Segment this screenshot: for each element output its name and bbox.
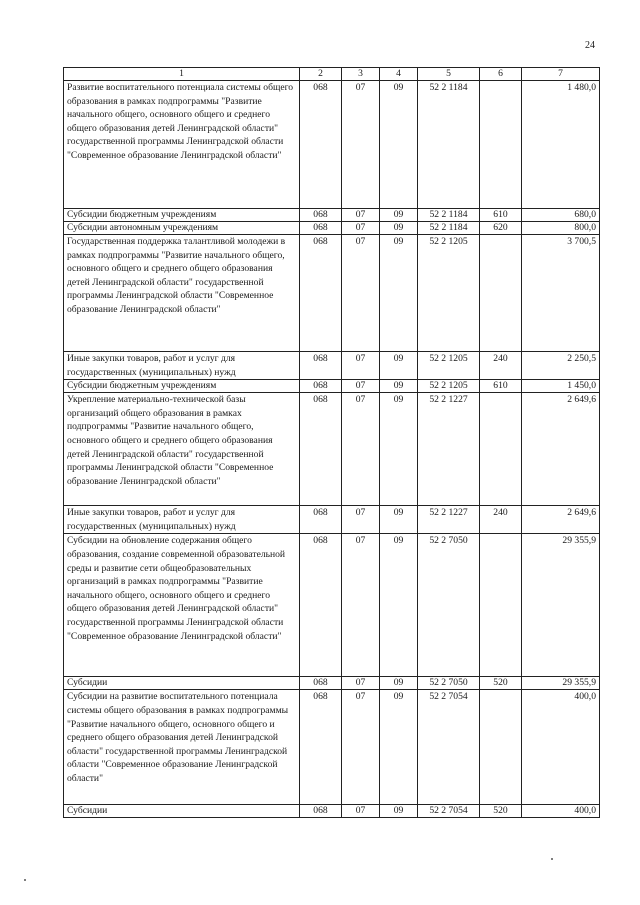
row-name: Субсидии на обновление содержания общего образования, создание современной образовательной среды и развитие сети общеобразовательных организаций в рамках подпрограммы "Развитие начального общего, основного общего и среднего общего образования детей Ленинградской области" государственной программы Ленинградской области "Современное образование Ленинградской области" [64, 534, 300, 677]
row-target-article: 52 2 1205 [418, 352, 480, 380]
row-ministry-code: 068 [300, 805, 342, 818]
table-row [64, 534, 600, 677]
row-name: Иные закупки товаров, работ и услуг для государственных (муниципальных) нужд [64, 506, 300, 534]
row-amount: 29 355,9 [522, 534, 600, 677]
row-section-code: 07 [342, 380, 380, 393]
scan-speck [24, 879, 26, 881]
table-row [64, 209, 600, 222]
row-ministry-code: 068 [300, 81, 342, 209]
table-row [64, 677, 600, 690]
row-section-code: 07 [342, 677, 380, 690]
row-amount: 2 250,5 [522, 352, 600, 380]
row-expense-type: 610 [480, 209, 522, 222]
row-subsection-code: 09 [380, 534, 418, 677]
row-expense-type: 620 [480, 222, 522, 235]
row-subsection-code: 09 [380, 380, 418, 393]
header-row [64, 68, 600, 81]
row-expense-type [480, 534, 522, 677]
table-row [64, 81, 600, 209]
row-amount: 2 649,6 [522, 506, 600, 534]
header-cell-4: 4 [380, 68, 418, 81]
row-ministry-code: 068 [300, 209, 342, 222]
row-expense-type: 240 [480, 352, 522, 380]
scan-speck [551, 858, 553, 860]
row-amount: 680,0 [522, 209, 600, 222]
header-cell-7: 7 [522, 68, 600, 81]
row-target-article: 52 2 1184 [418, 81, 480, 209]
row-expense-type: 240 [480, 506, 522, 534]
row-subsection-code: 09 [380, 352, 418, 380]
row-target-article: 52 2 7050 [418, 677, 480, 690]
row-subsection-code: 09 [380, 222, 418, 235]
row-amount: 800,0 [522, 222, 600, 235]
table-row [64, 506, 600, 534]
row-target-article: 52 2 7054 [418, 805, 480, 818]
table-row [64, 393, 600, 506]
row-expense-type [480, 690, 522, 805]
row-ministry-code: 068 [300, 677, 342, 690]
row-section-code: 07 [342, 235, 380, 352]
row-subsection-code: 09 [380, 235, 418, 352]
header-cell-1: 1 [64, 68, 300, 81]
row-ministry-code: 068 [300, 690, 342, 805]
row-name: Развитие воспитательного потенциала системы общего образования в рамках подпрограммы "Развитие начального общего, основного общего и среднего общего образования детей Ленинградской области" государственной программы Ленинградской области "Современное образование Ленинградской области" [64, 81, 300, 209]
row-amount: 29 355,9 [522, 677, 600, 690]
row-ministry-code: 068 [300, 393, 342, 506]
row-section-code: 07 [342, 209, 380, 222]
row-ministry-code: 068 [300, 534, 342, 677]
row-target-article: 52 2 1184 [418, 222, 480, 235]
row-name: Субсидии [64, 805, 300, 818]
row-section-code: 07 [342, 352, 380, 380]
row-subsection-code: 09 [380, 677, 418, 690]
row-name: Государственная поддержка талантливой молодежи в рамках подпрограммы "Развитие начального общего, основного общего и среднего общего образования детей Ленинградской области" государственной программы Ленинградской области "Современное образование Ленинградской области" [64, 235, 300, 352]
row-section-code: 07 [342, 81, 380, 209]
row-amount: 2 649,6 [522, 393, 600, 506]
row-expense-type [480, 235, 522, 352]
row-amount: 3 700,5 [522, 235, 600, 352]
row-target-article: 52 2 7054 [418, 690, 480, 805]
row-subsection-code: 09 [380, 81, 418, 209]
row-target-article: 52 2 7050 [418, 534, 480, 677]
row-section-code: 07 [342, 805, 380, 818]
row-section-code: 07 [342, 393, 380, 506]
header-cell-3: 3 [342, 68, 380, 81]
row-target-article: 52 2 1227 [418, 393, 480, 506]
row-expense-type: 520 [480, 805, 522, 818]
table-row [64, 805, 600, 818]
table-row [64, 380, 600, 393]
row-ministry-code: 068 [300, 506, 342, 534]
row-section-code: 07 [342, 222, 380, 235]
row-amount: 400,0 [522, 805, 600, 818]
row-name: Укрепление материально-технической базы организаций общего образования в рамках подпрограммы "Развитие начального общего, основного общего и среднего общего образования детей Ленинградской области" государственной программы Ленинградской области "Современное образование Ленинградской области" [64, 393, 300, 506]
table-row [64, 690, 600, 805]
row-target-article: 52 2 1205 [418, 380, 480, 393]
table-body [64, 81, 600, 818]
table-row [64, 352, 600, 380]
row-ministry-code: 068 [300, 352, 342, 380]
row-expense-type: 610 [480, 380, 522, 393]
row-amount: 1 450,0 [522, 380, 600, 393]
row-name: Субсидии бюджетным учреждениям [64, 380, 300, 393]
row-ministry-code: 068 [300, 235, 342, 352]
row-section-code: 07 [342, 690, 380, 805]
row-name: Субсидии [64, 677, 300, 690]
row-subsection-code: 09 [380, 805, 418, 818]
row-target-article: 52 2 1205 [418, 235, 480, 352]
row-name: Субсидии бюджетным учреждениям [64, 209, 300, 222]
header-cell-6: 6 [480, 68, 522, 81]
row-section-code: 07 [342, 534, 380, 677]
row-target-article: 52 2 1184 [418, 209, 480, 222]
row-subsection-code: 09 [380, 393, 418, 506]
row-amount: 1 480,0 [522, 81, 600, 209]
row-section-code: 07 [342, 506, 380, 534]
row-name: Субсидии на развитие воспитательного потенциала системы общего образования в рамках подпрограммы "Развитие начального общего, основного общего и среднего общего образования детей Ленинградской области" государственной программы Ленинградской области "Современное образование Ленинградской области" [64, 690, 300, 805]
row-target-article: 52 2 1227 [418, 506, 480, 534]
row-subsection-code: 09 [380, 209, 418, 222]
row-ministry-code: 068 [300, 380, 342, 393]
table-row [64, 235, 600, 352]
table-header [64, 68, 600, 81]
table-row [64, 222, 600, 235]
row-expense-type [480, 81, 522, 209]
row-name: Субсидии автономным учреждениям [64, 222, 300, 235]
row-subsection-code: 09 [380, 690, 418, 805]
row-ministry-code: 068 [300, 222, 342, 235]
header-cell-5: 5 [418, 68, 480, 81]
row-name: Иные закупки товаров, работ и услуг для государственных (муниципальных) нужд [64, 352, 300, 380]
row-expense-type [480, 393, 522, 506]
row-expense-type: 520 [480, 677, 522, 690]
row-amount: 400,0 [522, 690, 600, 805]
page-number: 24 [585, 40, 595, 51]
header-cell-2: 2 [300, 68, 342, 81]
budget-table [63, 67, 600, 818]
row-subsection-code: 09 [380, 506, 418, 534]
